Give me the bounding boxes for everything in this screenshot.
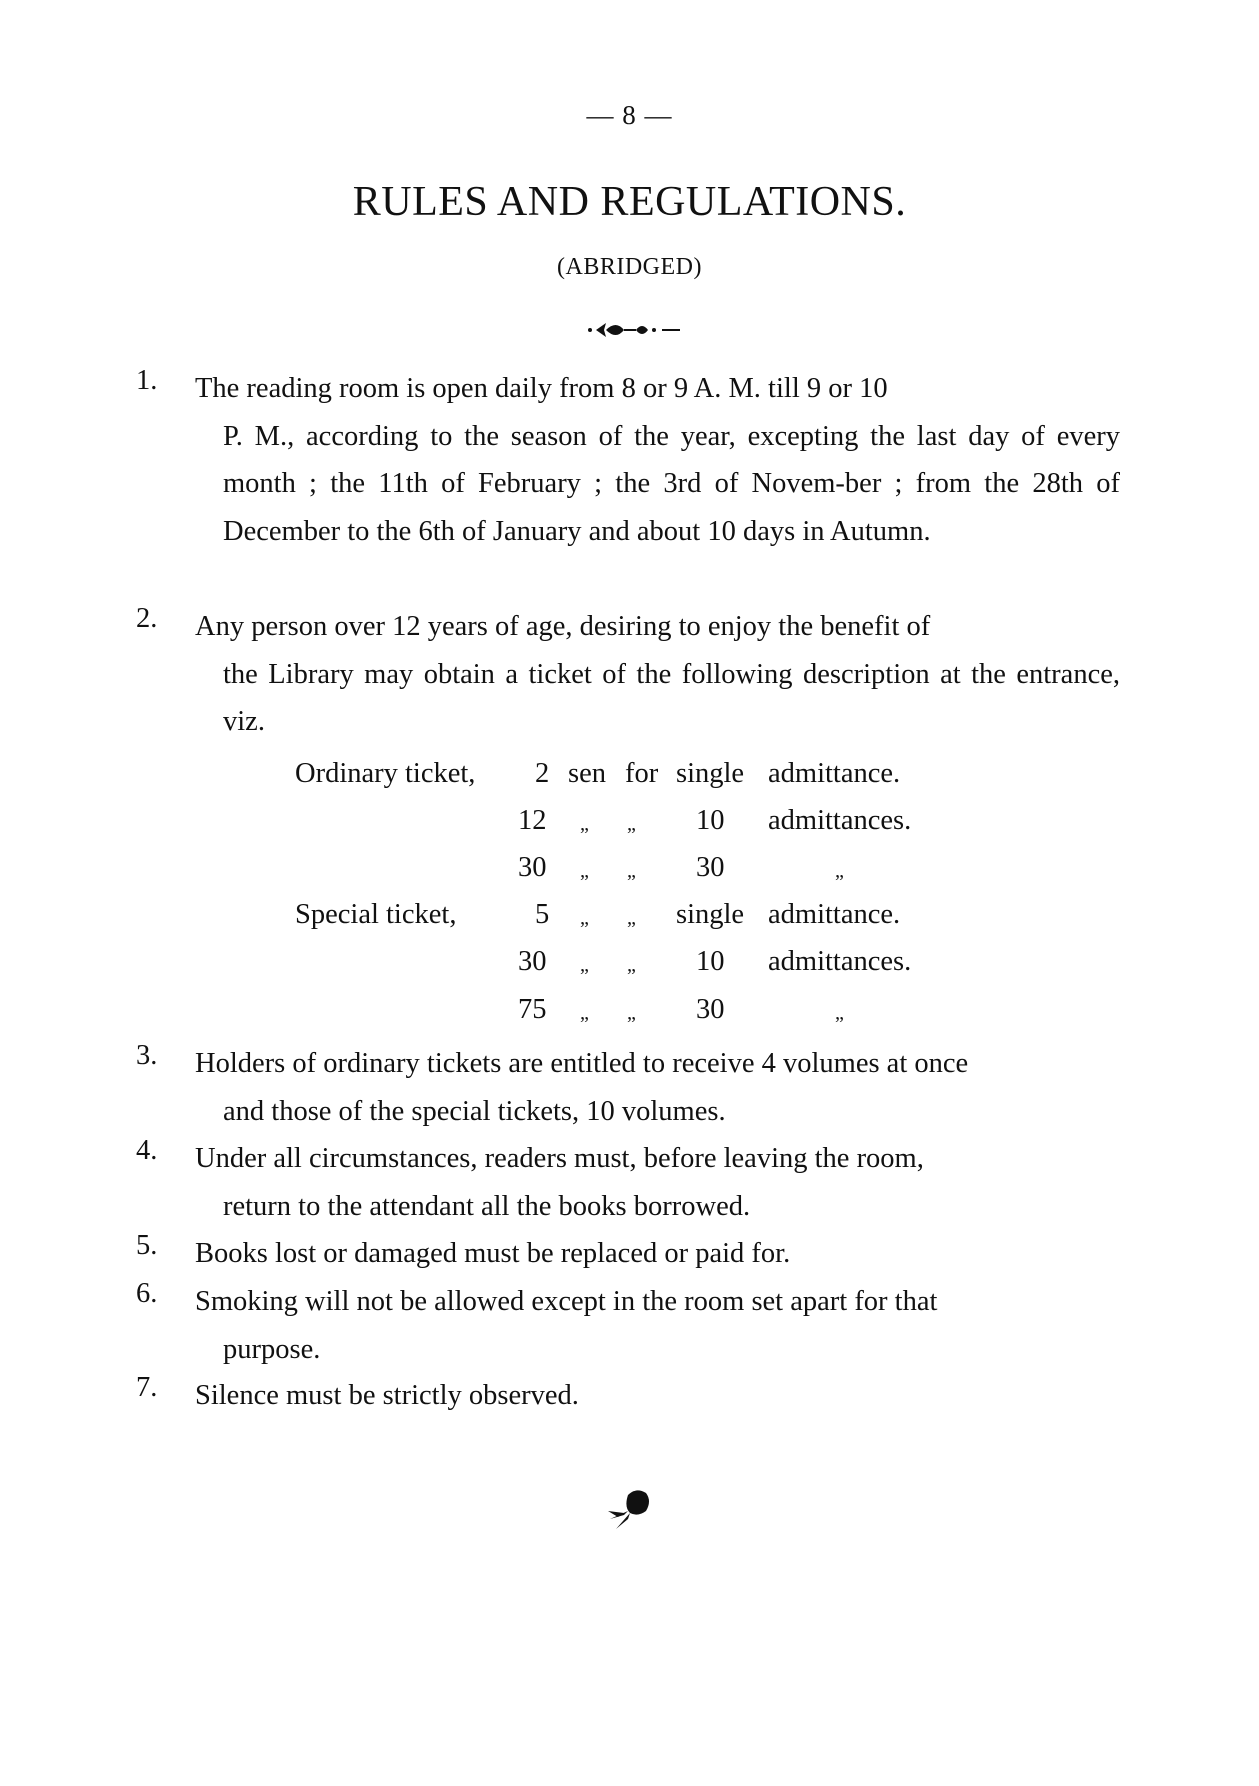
rule-number: 2. [136, 603, 158, 634]
rule-6 [130, 1278, 1120, 1373]
rule-text [195, 1230, 1120, 1278]
rule-number: 3. [136, 1040, 158, 1071]
ticket-kind: „ [835, 860, 844, 882]
ticket-price: 12 [518, 805, 547, 836]
rule-text [195, 1040, 1120, 1135]
ticket-unit-2: „ [627, 813, 636, 835]
rule-text-continuation: P. M., according to the season of the year, excepting the last day of every month ; the 11th of February ; the 3rd of Novem-ber ; from the 28th of December to the 6th of January and about 10 days in Autumn. [223, 420, 1120, 547]
ticket-kind: admittance. [768, 758, 901, 789]
ticket-unit-2: „ [627, 954, 636, 976]
ticket-count: 30 [696, 994, 725, 1025]
rule-text [195, 365, 1120, 555]
ticket-count: single [676, 899, 745, 930]
rule-text [195, 1278, 1120, 1373]
rule-number: 6. [136, 1278, 158, 1309]
rule-number: 4. [136, 1135, 158, 1166]
ticket-unit: „ [580, 813, 589, 835]
ticket-kind: admittances. [768, 946, 912, 977]
page-number: — 8 — [586, 100, 673, 130]
ticket-price: 5 [535, 899, 550, 930]
ticket-unit-2: „ [627, 1002, 636, 1024]
ticket-unit: „ [580, 1002, 589, 1024]
ticket-unit: sen [568, 758, 606, 789]
rule-2 [130, 603, 1120, 746]
ticket-label: Ordinary ticket, [295, 758, 476, 789]
ticket-price: 30 [518, 946, 547, 977]
ticket-unit: „ [580, 860, 589, 882]
ticket-count: 10 [696, 805, 725, 836]
rule-number: 5. [136, 1230, 158, 1261]
ticket-count: 30 [696, 852, 725, 883]
rule-text [195, 1135, 1120, 1230]
rule-text-first-line: Books lost or damaged must be replaced or paid for. [195, 1238, 791, 1269]
page-subtitle: (ABRIDGED) [557, 254, 702, 280]
ticket-kind: admittances. [768, 805, 912, 836]
rule-text [195, 603, 1120, 746]
ticket-count: single [676, 758, 745, 789]
ticket-unit: „ [580, 907, 589, 929]
rule-text-first-line: Under all circumstances, readers must, before leaving the room, [195, 1143, 924, 1174]
ticket-kind: „ [835, 1002, 844, 1024]
ticket-unit-2: „ [627, 860, 636, 882]
ticket-unit-2: for [625, 758, 659, 789]
ticket-label: Special ticket, [295, 899, 457, 930]
end-vignette-icon [606, 1485, 654, 1533]
rule-text-first-line: Any person over 12 years of age, desiring to enjoy the benefit of [195, 611, 931, 642]
ticket-count: 10 [696, 946, 725, 977]
rule-1 [130, 365, 1120, 555]
rule-7 [130, 1372, 1120, 1420]
rule-text-first-line: Silence must be strictly observed. [195, 1380, 579, 1411]
rule-text-first-line: Smoking will not be allowed except in the room set apart for that [195, 1286, 938, 1317]
rule-text-first-line: Holders of ordinary tickets are entitled to receive 4 volumes at once [195, 1048, 969, 1079]
rule-text [195, 1372, 1120, 1420]
rule-number: 1. [136, 365, 158, 396]
ticket-kind: admittance. [768, 899, 901, 930]
ticket-price: 2 [535, 758, 550, 789]
rule-5 [130, 1230, 1120, 1278]
rule-text-continuation: and those of the special tickets, 10 volumes. [223, 1095, 726, 1127]
rule-text-continuation: purpose. [223, 1333, 321, 1365]
page-title: RULES AND REGULATIONS. [352, 179, 907, 225]
ticket-price: 75 [518, 994, 547, 1025]
rule-3 [130, 1040, 1120, 1135]
divider-flourish-icon [584, 318, 684, 342]
ticket-unit-2: „ [627, 907, 636, 929]
ticket-price: 30 [518, 852, 547, 883]
rule-number: 7. [136, 1372, 158, 1403]
rule-4 [130, 1135, 1120, 1230]
ticket-unit: „ [580, 954, 589, 976]
rule-text-continuation: the Library may obtain a ticket of the following description at the entrance, viz. [223, 658, 1120, 737]
rule-text-continuation: return to the attendant all the books borrowed. [223, 1190, 751, 1222]
rule-text-first-line: The reading room is open daily from 8 or 9 A. M. till 9 or 10 [195, 373, 888, 404]
